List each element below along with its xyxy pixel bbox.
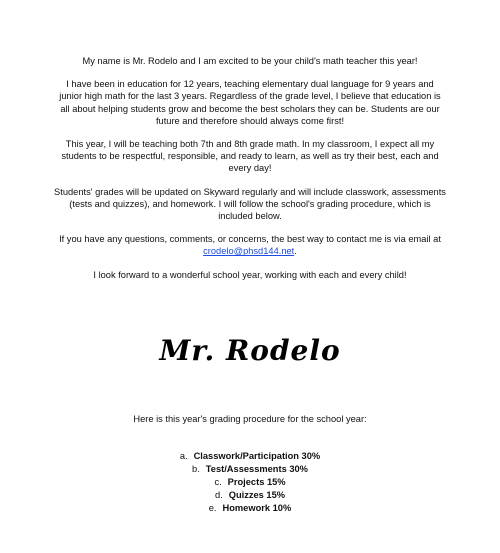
- list-marker: d.: [214, 490, 223, 500]
- list-marker: c.: [214, 477, 222, 487]
- list-item: [0, 450, 500, 463]
- list-marker: a.: [179, 451, 188, 461]
- list-item-text: Projects 15%: [227, 477, 286, 487]
- greeting-paragraph: My name is Mr. Rodelo and I am excited to be your child's math teacher this year!: [82, 56, 418, 66]
- list-item: [0, 502, 500, 515]
- list-item-text: Classwork/Participation 30%: [193, 451, 321, 461]
- letter-body: [54, 55, 446, 292]
- this-year-paragraph: This year, I will be teaching both 7th and 8th grade math. In my classroom, I expect all my students to be respectful, responsible, and ready to learn, as well as try their best, each and every day!: [61, 139, 439, 174]
- email-link[interactable]: crodelo@phsd144.net: [203, 246, 295, 257]
- list-item-text: Quizzes 15%: [228, 490, 286, 500]
- grading-procedure-list: [0, 450, 500, 515]
- background-paragraph: I have been in education for 12 years, teaching elementary dual language for 9 years and junior high math for the last 3 years. Regardless of the grade level, I believe that education is all about helping students grow and become the best scholars they can be. Students are our future and therefore should always come first!: [59, 79, 441, 126]
- list-item: [0, 476, 500, 489]
- list-item-text: Test/Assessments 30%: [205, 464, 308, 474]
- teacher-signature: Mr. Rodelo: [159, 334, 341, 367]
- list-item: [0, 463, 500, 476]
- list-marker: e.: [208, 503, 217, 513]
- closing-paragraph: I look forward to a wonderful school year, working with each and every child!: [93, 269, 407, 280]
- grading-procedure-intro: Here is this year's grading procedure for the school year:: [133, 414, 367, 424]
- list-item-text: Homework 10%: [222, 503, 292, 513]
- contact-text: If you have any questions, comments, or concerns, the best way to contact me is via email at: [59, 234, 441, 245]
- grades-paragraph: Students' grades will be updated on Skyward regularly and will include classwork, assessments (tests and quizzes), and homework. I will follow the school's grading procedure, which is included below.: [54, 186, 446, 222]
- list-item: [0, 489, 500, 502]
- contact-paragraph: [54, 233, 446, 257]
- contact-end: .: [294, 246, 297, 257]
- list-marker: b.: [192, 464, 200, 474]
